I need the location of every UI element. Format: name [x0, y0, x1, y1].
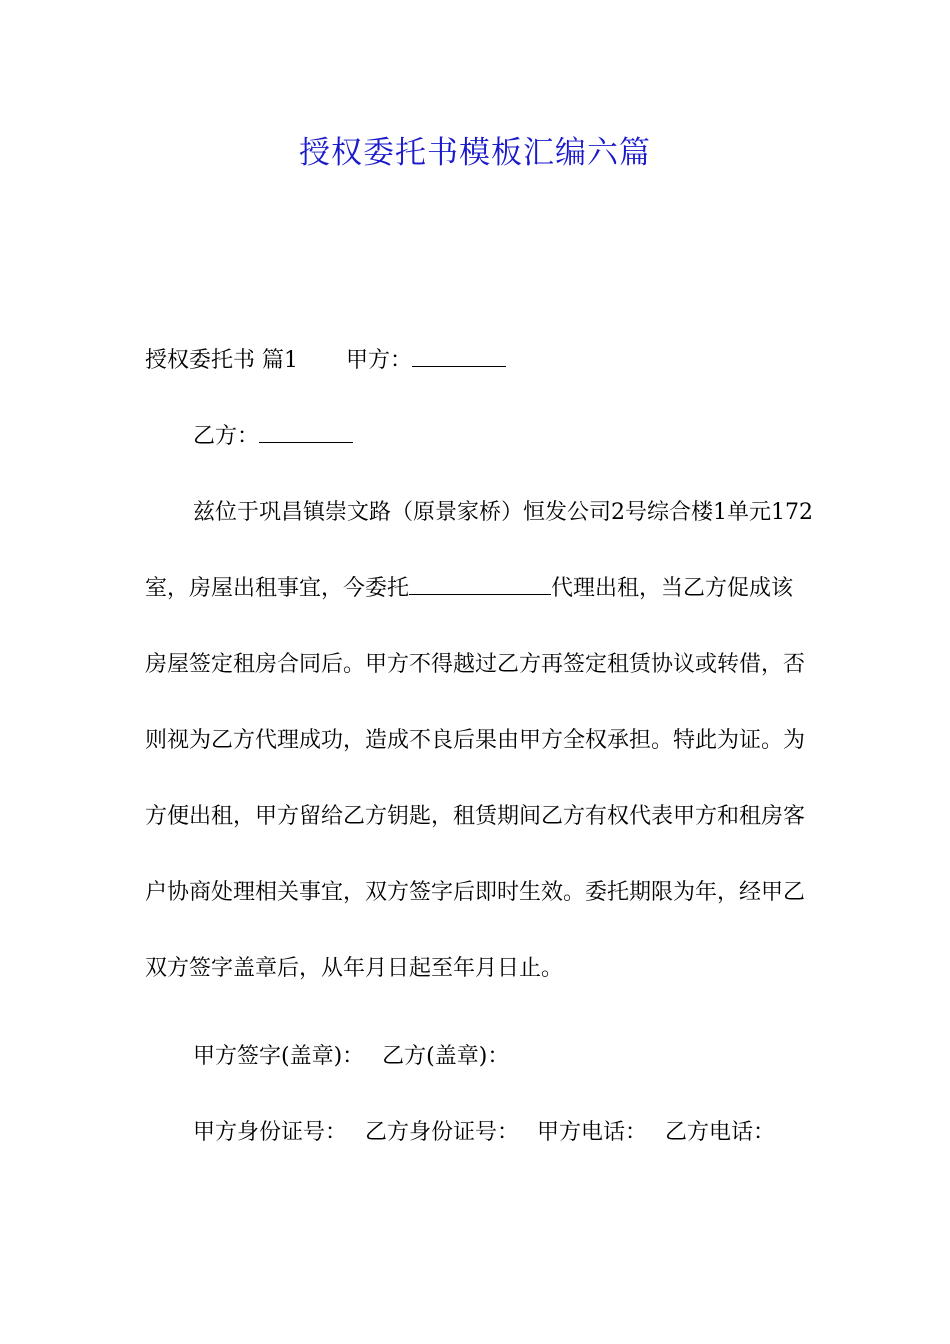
section-heading-line — [145, 335, 815, 387]
party-b-label: 乙方： — [193, 424, 260, 449]
party-a-signature-label: 甲方签字(盖章)： — [193, 1044, 365, 1069]
main-paragraph — [145, 475, 815, 1007]
section-heading: 授权委托书 篇1 — [145, 348, 298, 373]
party-b-phone-label: 乙方电话： — [665, 1120, 776, 1145]
party-b-blank — [259, 419, 353, 443]
agent-name-blank — [409, 571, 551, 595]
party-b-signature-label: 乙方(盖章)： — [382, 1044, 510, 1069]
contact-line — [145, 1107, 815, 1159]
document-body — [145, 335, 815, 1183]
party-b-line — [145, 411, 815, 463]
party-a-label: 甲方： — [346, 348, 413, 373]
signature-line — [145, 1031, 815, 1083]
document-title: 授权委托书模板汇编六篇 — [299, 135, 651, 171]
party-a-phone-label: 甲方电话： — [537, 1120, 648, 1145]
main-text-part-2: 代理出租，当乙方促成该房屋签定租房合同后。甲方不得越过乙方再签定租赁协议或转借，否则视为乙方代理成功，造成不良后果由甲方全权承担。特此为证。为方便出租，甲方留给乙方钥匙，租赁期间乙方有权代表甲方和租房客户协商处理相关事宜，双方签字后即时生效。委托期限为年，经甲乙双方签字盖章后，从年月日起至年月日止。 — [145, 576, 806, 981]
party-a-blank — [412, 343, 506, 367]
party-b-id-label: 乙方身份证号： — [365, 1120, 520, 1145]
main-text-part-1: 兹位于巩昌镇崇文路（原景家桥）恒发公司2号综合楼1单元172室，房屋出租事宜，今委托 — [145, 500, 813, 601]
party-a-id-label: 甲方身份证号： — [193, 1120, 348, 1145]
